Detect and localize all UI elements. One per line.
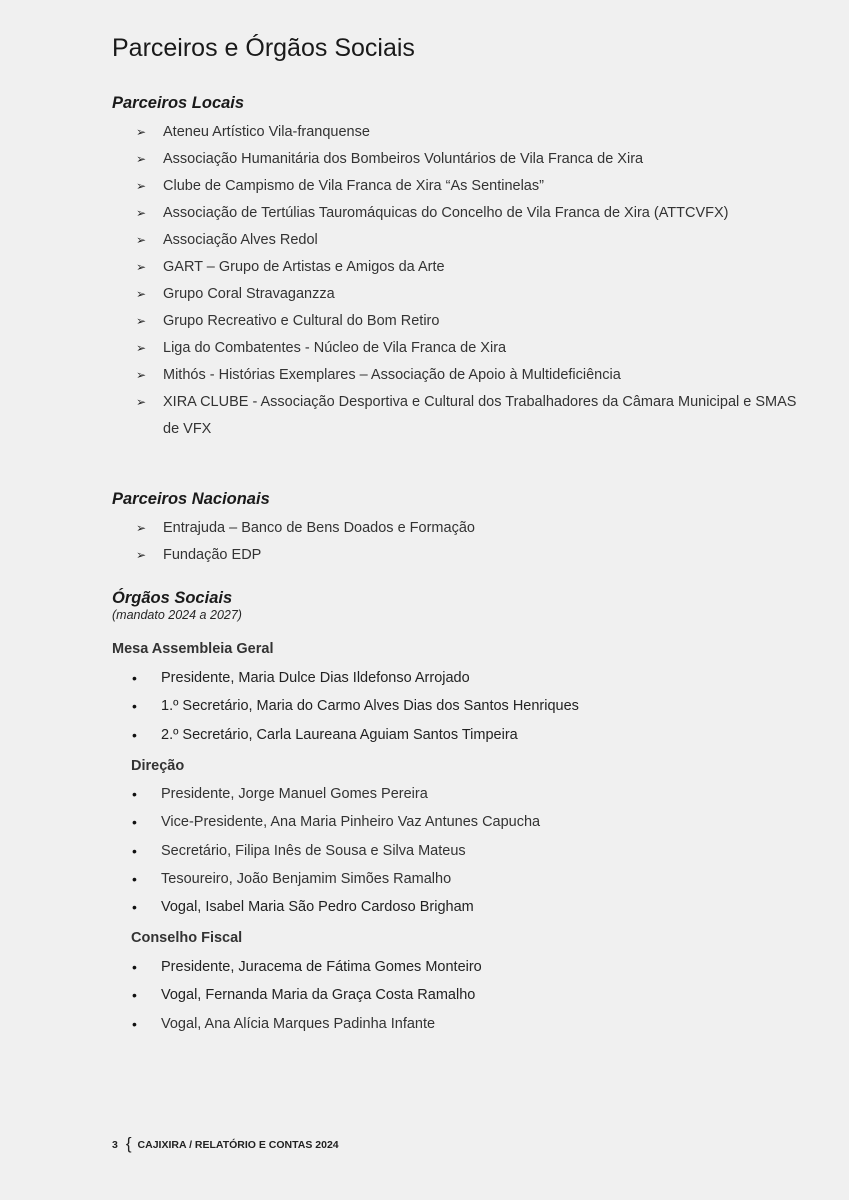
list-item: ➢ Associação Alves Redol xyxy=(112,227,802,254)
arrow-bullet-icon: ➢ xyxy=(136,152,147,166)
arrow-bullet-icon: ➢ xyxy=(136,233,147,247)
arrow-bullet-icon: ➢ xyxy=(136,314,147,328)
list-item: • Presidente, Juracema de Fátima Gomes Monteiro xyxy=(112,953,802,981)
list-item: ➢ Mithós - Histórias Exemplares – Associação de Apoio à Multideficiência xyxy=(112,362,802,389)
list-parceiros-locais xyxy=(112,119,802,443)
page-number: 3 xyxy=(112,1139,118,1151)
list-parceiros-nacionais xyxy=(112,515,802,569)
list-item: • Vice-Presidente, Ana Maria Pinheiro Vaz Antunes Capucha xyxy=(112,808,802,836)
bullet-icon: • xyxy=(132,786,137,802)
bullet-icon: • xyxy=(132,1015,137,1032)
list-conselho-fiscal xyxy=(112,953,802,1038)
arrow-bullet-icon: ➢ xyxy=(136,125,147,139)
list-item: • Vogal, Ana Alícia Marques Padinha Infante xyxy=(112,1010,802,1038)
list-item: • Vogal, Fernanda Maria da Graça Costa Ramalho xyxy=(112,981,802,1009)
arrow-bullet-icon: ➢ xyxy=(136,548,147,562)
heading-parceiros-nacionais: Parceiros Nacionais xyxy=(112,490,270,508)
list-item: ➢ Entrajuda – Banco de Bens Doados e Formação xyxy=(112,515,802,542)
heading-orgaos-sociais: Órgãos Sociais xyxy=(112,589,233,607)
list-item: • Tesoureiro, João Benjamim Simões Ramalho xyxy=(112,865,802,893)
bullet-icon: • xyxy=(132,899,137,916)
heading-mesa-assembleia: Mesa Assembleia Geral xyxy=(112,641,274,657)
bullet-icon: • xyxy=(132,726,137,743)
list-item: • Vogal, Isabel Maria São Pedro Cardoso Brigham xyxy=(112,893,802,921)
list-item: ➢ Fundação EDP xyxy=(112,542,802,569)
heading-parceiros-locais: Parceiros Locais xyxy=(112,94,245,112)
list-item: ➢ XIRA CLUBE - Associação Desportiva e Cultural dos Trabalhadores da Câmara Municipal e SMAS de VFX xyxy=(112,389,802,443)
arrow-bullet-icon: ➢ xyxy=(136,260,147,274)
heading-direcao: Direção xyxy=(131,758,185,774)
list-direcao xyxy=(112,780,802,921)
list-item: ➢ Ateneu Artístico Vila-franquense xyxy=(112,119,802,146)
bullet-icon: • xyxy=(132,670,137,686)
list-item: • 2.º Secretário, Carla Laureana Aguiam Santos Timpeira xyxy=(112,721,802,749)
arrow-bullet-icon: ➢ xyxy=(136,206,147,220)
arrow-bullet-icon: ➢ xyxy=(136,179,147,193)
list-item: ➢ Grupo Coral Stravaganzza xyxy=(112,281,802,308)
arrow-bullet-icon: ➢ xyxy=(136,341,147,355)
page-footer xyxy=(112,1135,339,1155)
list-mesa-assembleia xyxy=(112,664,802,749)
footer-text: CAJIXIRA / RELATÓRIO E CONTAS 2024 xyxy=(137,1139,339,1151)
arrow-bullet-icon: ➢ xyxy=(136,287,147,301)
list-item: • 1.º Secretário, Maria do Carmo Alves Dias dos Santos Henriques xyxy=(112,692,802,720)
list-item: • Secretário, Filipa Inês de Sousa e Silva Mateus xyxy=(112,837,802,865)
page-title: Parceiros e Órgãos Sociais xyxy=(112,34,415,62)
arrow-bullet-icon: ➢ xyxy=(136,521,147,535)
list-item: ➢ Associação Humanitária dos Bombeiros Voluntários de Vila Franca de Xira xyxy=(112,146,802,173)
bullet-icon: • xyxy=(132,814,137,831)
list-item: • Presidente, Maria Dulce Dias Ildefonso Arrojado xyxy=(112,664,802,692)
mandate-note: (mandato 2024 a 2027) xyxy=(112,608,242,622)
bullet-icon: • xyxy=(132,842,137,859)
list-item: ➢ Liga do Combatentes - Núcleo de Vila Franca de Xira xyxy=(112,335,802,362)
list-item: ➢ GART – Grupo de Artistas e Amigos da Arte xyxy=(112,254,802,281)
heading-conselho-fiscal: Conselho Fiscal xyxy=(131,930,243,946)
list-item: • Presidente, Jorge Manuel Gomes Pereira xyxy=(112,780,802,808)
list-item: ➢ Clube de Campismo de Vila Franca de Xira “As Sentinelas” xyxy=(112,173,802,200)
bullet-icon: • xyxy=(132,987,137,1004)
bullet-icon: • xyxy=(132,959,137,975)
bullet-icon: • xyxy=(132,698,137,715)
list-item: ➢ Associação de Tertúlias Tauromáquicas do Concelho de Vila Franca de Xira (ATTCVFX) xyxy=(112,200,802,227)
list-item: ➢ Grupo Recreativo e Cultural do Bom Retiro xyxy=(112,308,802,335)
brace-divider: { xyxy=(125,1134,132,1153)
arrow-bullet-icon: ➢ xyxy=(136,368,147,382)
bullet-icon: • xyxy=(132,870,137,887)
arrow-bullet-icon: ➢ xyxy=(136,395,147,409)
